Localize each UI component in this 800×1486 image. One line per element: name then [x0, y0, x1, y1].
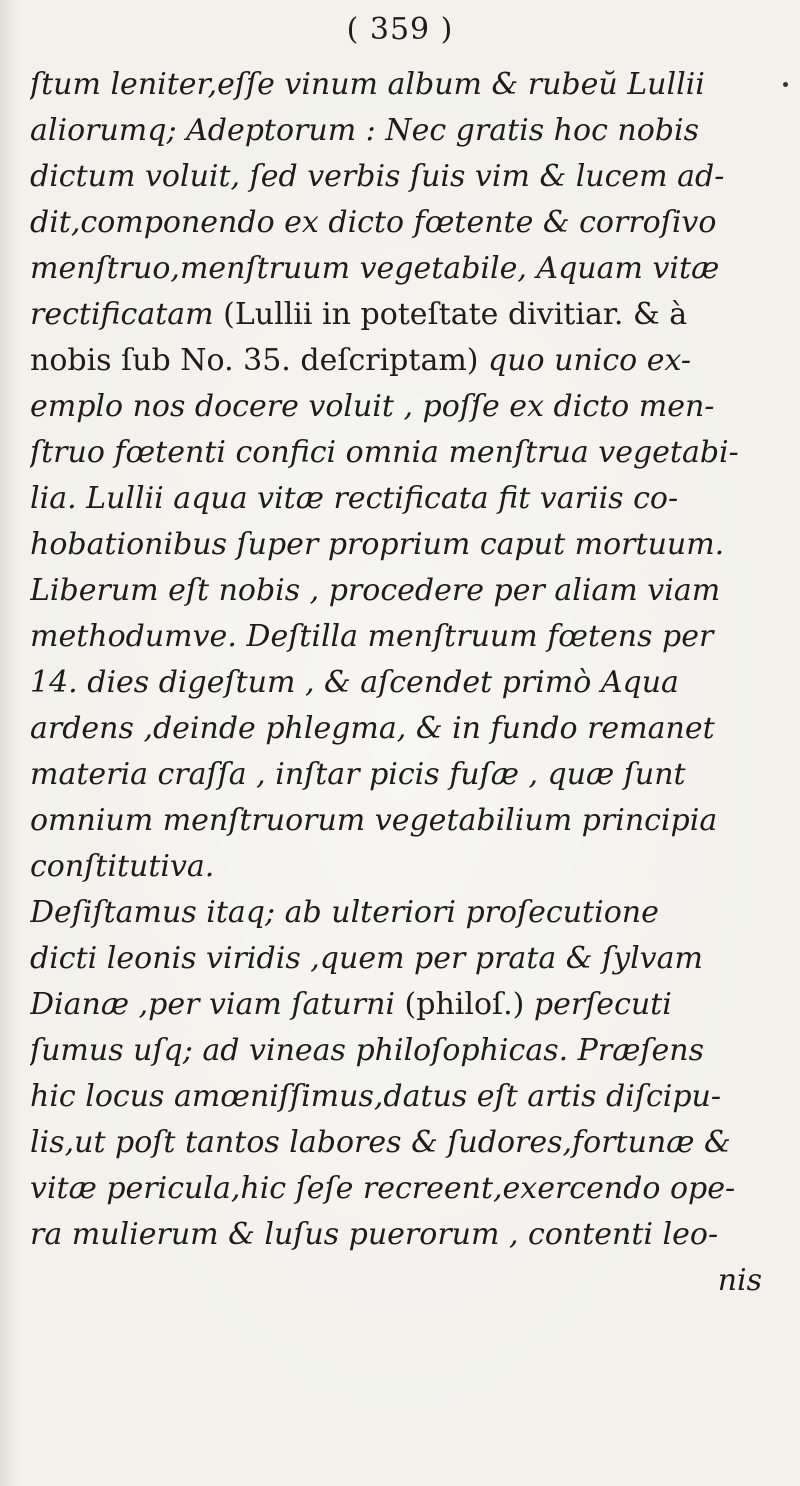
- text-line: [30, 1166, 792, 1212]
- text-line: [30, 384, 792, 430]
- text-segment: lis,ut poſt tantos labores & ſudores,fortunæ &: [30, 1125, 731, 1160]
- text-line: [30, 982, 792, 1028]
- text-segment: aliorumq; Adeptorum : Nec gratis hoc nobis: [30, 113, 699, 148]
- text-line: [30, 1120, 792, 1166]
- text-segment: emplo nos docere voluit , poſſe ex dicto men-: [30, 389, 715, 424]
- text-line: [30, 476, 792, 522]
- text-segment: ſumus uſq; ad vineas philoſophicas. Præſens: [30, 1033, 704, 1068]
- text-segment: (Lullii in poteſtate divitiar. & à: [223, 297, 688, 332]
- text-segment: ſtruo fœtenti confici omnia menſtrua vegetabi-: [30, 435, 739, 470]
- text-line: [30, 1212, 792, 1258]
- text-segment: ra mulierum & luſus puerorum , contenti leo-: [30, 1217, 719, 1252]
- text-line: [30, 338, 792, 384]
- text-line: [30, 108, 792, 154]
- text-line: [30, 292, 792, 338]
- text-segment: dit,componendo ex dicto fœtente & corroſivo: [30, 205, 717, 240]
- catchword: nis: [717, 1263, 762, 1298]
- gutter-shadow: [0, 0, 18, 1486]
- text-line: [30, 1028, 792, 1074]
- text-segment: conſtitutiva.: [30, 849, 215, 884]
- text-segment: 14. dies digeſtum , & aſcendet primò Aqua: [30, 665, 679, 700]
- page-number: ( 359 ): [346, 12, 454, 47]
- text-line: [30, 62, 792, 108]
- text-line: [30, 430, 792, 476]
- text-line: [30, 1074, 792, 1120]
- text-segment: nobis ſub No. 35. deſcriptam): [30, 343, 489, 378]
- text-segment: (philoſ.): [404, 987, 534, 1022]
- text-segment: hobationibus ſuper proprium caput mortuum.: [30, 527, 725, 562]
- text-line: [30, 660, 792, 706]
- text-line: [30, 200, 792, 246]
- text-line: [30, 522, 792, 568]
- text-segment: dicti leonis viridis ,quem per prata & ſylvam: [30, 941, 703, 976]
- text-line: [30, 752, 792, 798]
- text-segment: hic locus amœniſſimus,datus eſt artis diſcipu-: [30, 1079, 721, 1114]
- text-line: [30, 614, 792, 660]
- text-segment: Deſiſtamus itaq; ab ulteriori proſecutione: [30, 895, 659, 930]
- text-segment: vitæ pericula,hic ſeſe recreent,exercendo ope-: [30, 1171, 736, 1206]
- text-line: [30, 844, 792, 890]
- text-segment: Liberum eſt nobis , procedere per aliam viam: [30, 573, 721, 608]
- text-segment: lia. Lullii aqua vitæ rectificata fit variis co-: [30, 481, 679, 516]
- text-line: [30, 568, 792, 614]
- text-line: [30, 154, 792, 200]
- text-segment: ardens ,deinde phlegma, & in fundo remanet: [30, 711, 715, 746]
- text-segment: menſtruo,menſtruum vegetabile, Aquam vitæ: [30, 251, 720, 286]
- text-line: [30, 936, 792, 982]
- text-line: [30, 890, 792, 936]
- text-line: [30, 246, 792, 292]
- text-segment: materia craſſa , inſtar picis fuſæ , quæ ſunt: [30, 757, 686, 792]
- text-segment: omnium menſtruorum vegetabilium principia: [30, 803, 718, 838]
- text-segment: rectificatam: [30, 297, 224, 332]
- text-segment: quo unico ex-: [488, 343, 692, 378]
- text-line: [30, 798, 792, 844]
- text-segment: perſecuti: [533, 987, 672, 1022]
- body-text: [30, 62, 792, 1304]
- text-segment: dictum voluit, ſed verbis ſuis vim & lucem ad-: [30, 159, 725, 194]
- text-segment: Dianæ ,per viam ſaturni: [30, 987, 405, 1022]
- text-segment: methodumve. Deſtilla menſtruum fœtens per: [30, 619, 714, 654]
- text-line: [30, 706, 792, 752]
- text-segment: ſtum leniter,eſſe vinum album & rubeŭ Lullii: [30, 67, 705, 102]
